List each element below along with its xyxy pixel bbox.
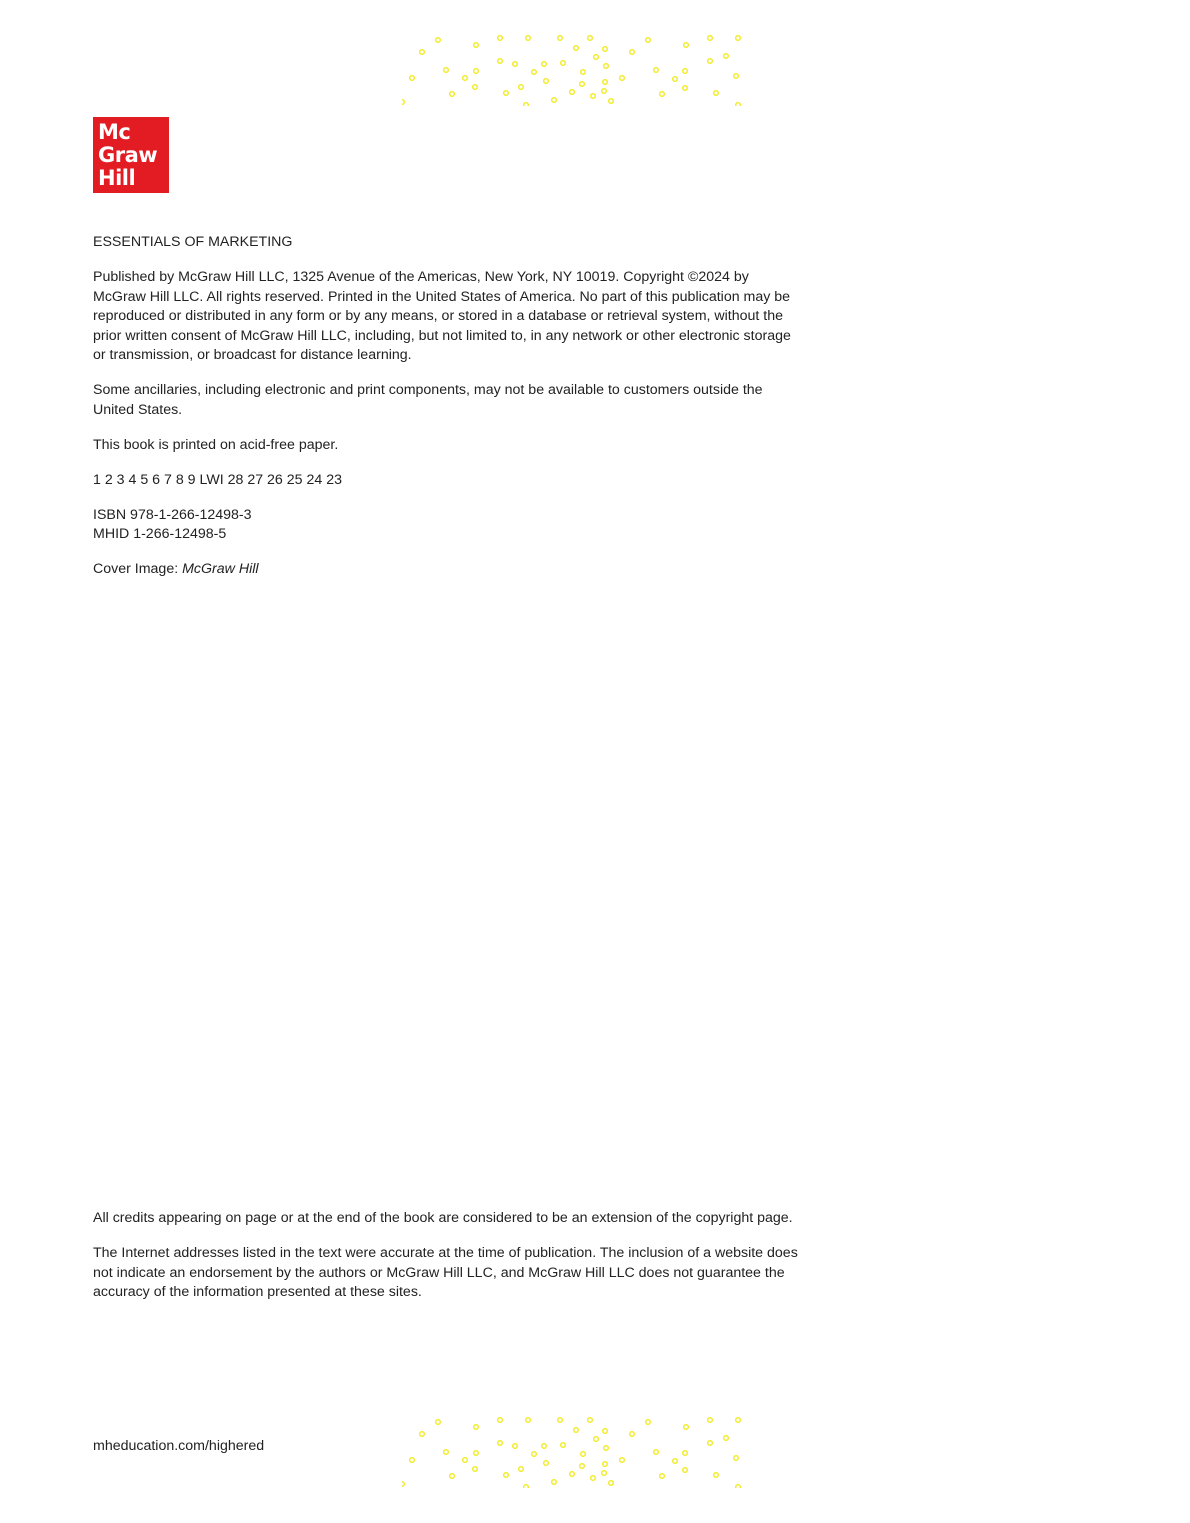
isbn-block: [93, 506, 798, 545]
decorative-dot: [474, 43, 479, 48]
book-title: ESSENTIALS OF MARKETING: [93, 234, 293, 250]
decorative-dot: [498, 1418, 503, 1423]
decorative-dot: [532, 70, 537, 75]
credits-extension-notice: All credits appearing on page or at the end of the book are considered to be an extension of the copyright page.: [93, 1210, 793, 1226]
decorative-dot: [603, 1462, 608, 1467]
decorative-dot: [558, 1418, 563, 1423]
decorative-dot: [594, 1437, 599, 1442]
decorative-dot: [609, 99, 614, 104]
decorative-dot: [708, 59, 713, 64]
decorative-dot: [630, 50, 635, 55]
decorative-dot: [683, 69, 688, 74]
decorative-dot: [552, 98, 557, 103]
cover-image-credit: [93, 560, 798, 580]
decorative-dot: [542, 1444, 547, 1449]
decorative-dot: [654, 1450, 659, 1455]
decorative-dot: [708, 36, 713, 41]
decorative-dot: [683, 1451, 688, 1456]
credits-block: [93, 1209, 798, 1318]
decorative-dot: [570, 1472, 575, 1477]
decorative-dot: [736, 103, 741, 106]
decorative-dot: [474, 1425, 479, 1430]
decorative-dot: [570, 90, 575, 95]
decorative-dot: [708, 1418, 713, 1423]
decorative-dot: [574, 1428, 579, 1433]
decorative-dot: [504, 91, 509, 96]
isbn: ISBN 978-1-266-12498-3: [93, 506, 252, 523]
decorative-dot: [532, 1452, 537, 1457]
decorative-dot: [498, 1441, 503, 1446]
decorative-dot: [410, 1458, 415, 1463]
decorative-dot: [581, 1452, 586, 1457]
decorative-dot: [410, 76, 415, 81]
decorative-dot: [519, 1467, 524, 1472]
decorative-dot: [513, 62, 518, 67]
decorative-dot: [603, 1429, 608, 1434]
decorative-dot: [561, 1443, 566, 1448]
decorative-dot: [580, 1464, 585, 1469]
decorative-dot: [683, 1468, 688, 1473]
decorative-dot: [673, 1459, 678, 1464]
decorative-dot: [734, 74, 739, 79]
decorative-dot: [646, 38, 651, 43]
copyright-block: [93, 233, 798, 595]
publisher-notice: Published by McGraw Hill LLC, 1325 Avenue of the Americas, New York, NY 10019. Copyright ©2024 by McGraw Hill LLC. All rights reserved. Printed in the United States of America. No part of this publication may be reproduced or distributed in any form or by any means, or stored in a database or retrieval system, without the prior written consent of McGraw Hill LLC, including, but not limited to, in any network or other electronic storage or transmission, or broadcast for distance learning.: [93, 268, 791, 364]
decorative-dot: [683, 86, 688, 91]
printing-line: 1 2 3 4 5 6 7 8 9 LWI 28 27 26 25 24 23: [93, 471, 342, 488]
decorative-dot: [450, 92, 455, 97]
decorative-dot: [646, 1420, 651, 1425]
decorative-dot: [450, 1474, 455, 1479]
logo-line-graw: Graw: [98, 143, 158, 167]
mcgraw-hill-logo: [93, 117, 169, 193]
decorative-dot: [603, 47, 608, 52]
decorative-dot: [604, 1446, 609, 1451]
decorative-dot: [444, 68, 449, 73]
decorative-dot: [620, 76, 625, 81]
decorative-dot: [473, 1467, 478, 1472]
decorative-dot: [498, 59, 503, 64]
decorative-dot: [519, 85, 524, 90]
decorative-dot: [609, 1481, 614, 1486]
decorative-dot: [574, 46, 579, 51]
decorative-dot: [544, 79, 549, 84]
decorative-dot: [474, 1451, 479, 1456]
decorative-dot: [604, 64, 609, 69]
internet-notice: The Internet addresses listed in the text were accurate at the time of publication. The inclusion of a website does not indicate an endorsement by the authors or McGraw Hill LLC, and McGraw Hill LLC does not guarantee the accuracy of the information presented at these sites.: [93, 1244, 798, 1301]
decorative-dot: [524, 103, 529, 106]
decorative-dot: [436, 1420, 441, 1425]
decorative-dot: [402, 1482, 404, 1487]
decorative-dot: [580, 82, 585, 87]
decorative-dot: [673, 77, 678, 82]
ancillaries-notice: Some ancillaries, including electronic and print components, may not be available to customers outside the United States.: [93, 382, 763, 418]
decorative-dot: [602, 1471, 607, 1476]
decorative-dot: [654, 68, 659, 73]
decorative-dot: [708, 1441, 713, 1446]
decorative-dot: [736, 1418, 741, 1423]
decorative-dot: [734, 1456, 739, 1461]
decorative-dot: [526, 1418, 531, 1423]
decorative-dot: [714, 1473, 719, 1478]
top-dot-pattern: [402, 34, 742, 106]
decorative-dot: [602, 89, 607, 94]
decorative-dot: [474, 69, 479, 74]
decorative-dot: [504, 1473, 509, 1478]
decorative-dot: [588, 1418, 593, 1423]
decorative-dot: [684, 1425, 689, 1430]
decorative-dot: [561, 61, 566, 66]
mhid: MHID 1-266-12498-5: [93, 526, 227, 543]
decorative-dot: [591, 94, 596, 99]
decorative-dot: [736, 1485, 741, 1488]
cover-image-label: Cover Image:: [93, 561, 183, 578]
decorative-dot: [498, 36, 503, 41]
cover-image-source: McGraw Hill: [182, 561, 259, 578]
decorative-dot: [513, 1444, 518, 1449]
decorative-dot: [620, 1458, 625, 1463]
paper-notice: This book is printed on acid-free paper.: [93, 436, 339, 453]
decorative-dot: [630, 1432, 635, 1437]
decorative-dot: [544, 1461, 549, 1466]
decorative-dot: [444, 1450, 449, 1455]
logo-line-hill: Hill: [98, 166, 136, 190]
decorative-dot: [473, 85, 478, 90]
bottom-dot-pattern: [402, 1416, 742, 1488]
decorative-dot: [714, 91, 719, 96]
decorative-dot: [526, 36, 531, 41]
decorative-dot: [420, 50, 425, 55]
decorative-dot: [402, 100, 404, 105]
decorative-dot: [660, 92, 665, 97]
decorative-dot: [542, 62, 547, 67]
decorative-dot: [588, 36, 593, 41]
footer-url: mheducation.com/highered: [93, 1438, 265, 1454]
decorative-dot: [524, 1485, 529, 1488]
decorative-dot: [463, 1458, 468, 1463]
decorative-dot: [724, 1436, 729, 1441]
decorative-dot: [581, 70, 586, 75]
decorative-dot: [558, 36, 563, 41]
decorative-dot: [660, 1474, 665, 1479]
decorative-dot: [420, 1432, 425, 1437]
decorative-dot: [594, 55, 599, 60]
decorative-dot: [436, 38, 441, 43]
decorative-dot: [603, 80, 608, 85]
decorative-dot: [463, 76, 468, 81]
decorative-dot: [591, 1476, 596, 1481]
logo-line-mc: Mc: [98, 120, 131, 144]
decorative-dot: [736, 36, 741, 41]
decorative-dot: [684, 43, 689, 48]
decorative-dot: [552, 1480, 557, 1485]
decorative-dot: [724, 54, 729, 59]
